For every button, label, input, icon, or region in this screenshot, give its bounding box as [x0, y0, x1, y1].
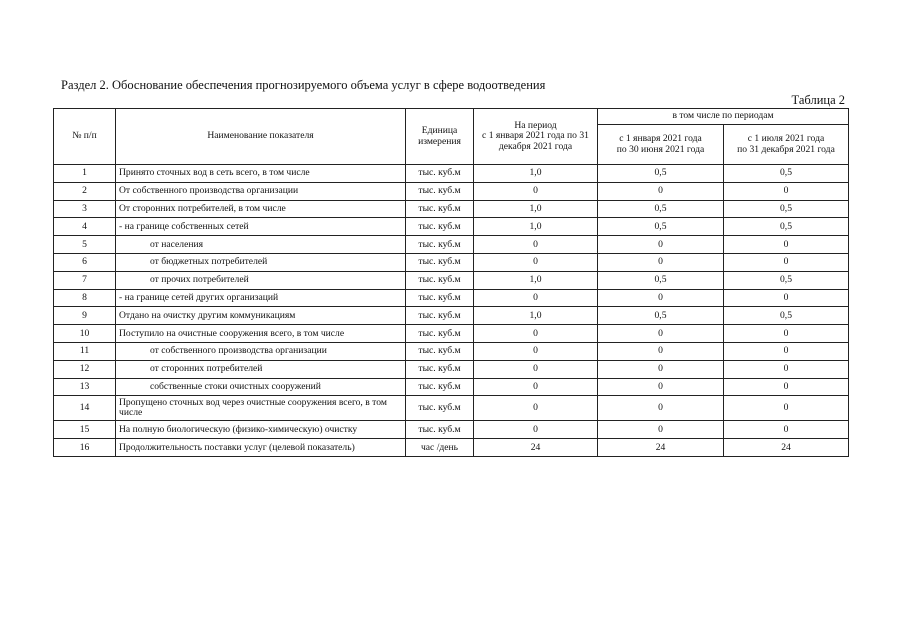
first-half-value-cell: 0 — [598, 325, 724, 343]
second-half-value-cell: 0 — [724, 421, 849, 439]
table-row — [54, 396, 849, 421]
unit-cell: тыс. куб.м — [406, 307, 474, 325]
total-value-cell: 0 — [474, 236, 598, 254]
section-title: Раздел 2. Обоснование обеспечения прогнозируемого объема услуг в сфере водоотведения — [61, 78, 546, 92]
header-unit: Единица измерения — [406, 109, 474, 165]
header-name: Наименование показателя — [116, 109, 406, 165]
table-header — [54, 109, 849, 165]
total-value-cell: 1,0 — [474, 200, 598, 218]
first-half-value-cell: 0,5 — [598, 200, 724, 218]
first-half-value-cell: 0 — [598, 342, 724, 360]
first-half-value-cell: 24 — [598, 439, 724, 457]
unit-cell: тыс. куб.м — [406, 378, 474, 396]
second-half-value-cell: 0,5 — [724, 307, 849, 325]
row-number-cell: 2 — [54, 182, 116, 200]
unit-cell: тыс. куб.м — [406, 165, 474, 183]
indicator-name-cell: собственные стоки очистных сооружений — [116, 378, 406, 396]
table-row — [54, 342, 849, 360]
row-number-cell: 5 — [54, 236, 116, 254]
second-half-value-cell: 0 — [724, 396, 849, 421]
unit-cell: тыс. куб.м — [406, 421, 474, 439]
first-half-value-cell: 0,5 — [598, 271, 724, 289]
row-number-cell: 4 — [54, 218, 116, 236]
first-half-value-cell: 0 — [598, 378, 724, 396]
table-row — [54, 378, 849, 396]
total-value-cell: 24 — [474, 439, 598, 457]
row-number-cell: 10 — [54, 325, 116, 343]
unit-cell: час /день — [406, 439, 474, 457]
table-row — [54, 271, 849, 289]
total-value-cell: 0 — [474, 182, 598, 200]
table-row — [54, 307, 849, 325]
total-value-cell: 0 — [474, 378, 598, 396]
header-second-half: с 1 июля 2021 года по 31 декабря 2021 года — [724, 125, 849, 165]
first-half-value-cell: 0 — [598, 396, 724, 421]
unit-cell: тыс. куб.м — [406, 236, 474, 254]
total-value-cell: 0 — [474, 289, 598, 307]
table-row — [54, 218, 849, 236]
table-row — [54, 289, 849, 307]
unit-cell: тыс. куб.м — [406, 325, 474, 343]
table-row — [54, 253, 849, 271]
first-half-value-cell: 0 — [598, 253, 724, 271]
table-row — [54, 182, 849, 200]
second-half-value-cell: 0 — [724, 325, 849, 343]
total-value-cell: 1,0 — [474, 271, 598, 289]
second-half-value-cell: 0,5 — [724, 218, 849, 236]
total-value-cell: 0 — [474, 342, 598, 360]
unit-cell: тыс. куб.м — [406, 200, 474, 218]
row-number-cell: 6 — [54, 253, 116, 271]
indicator-name-cell: от бюджетных потребителей — [116, 253, 406, 271]
first-half-value-cell: 0,5 — [598, 218, 724, 236]
indicator-name-cell: От сторонних потребителей, в том числе — [116, 200, 406, 218]
indicator-name-cell: от прочих потребителей — [116, 271, 406, 289]
indicator-name-cell: Принято сточных вод в сеть всего, в том числе — [116, 165, 406, 183]
first-half-value-cell: 0 — [598, 236, 724, 254]
row-number-cell: 1 — [54, 165, 116, 183]
total-value-cell: 0 — [474, 325, 598, 343]
first-half-value-cell: 0 — [598, 421, 724, 439]
indicator-name-cell: от собственного производства организации — [116, 342, 406, 360]
unit-cell: тыс. куб.м — [406, 253, 474, 271]
second-half-value-cell: 0,5 — [724, 165, 849, 183]
table-row — [54, 200, 849, 218]
indicator-name-cell: Пропущено сточных вод через очистные сооружения всего, в том числе — [116, 396, 406, 421]
unit-cell: тыс. куб.м — [406, 218, 474, 236]
row-number-cell: 3 — [54, 200, 116, 218]
indicator-name-cell: - на границе сетей других организаций — [116, 289, 406, 307]
total-value-cell: 1,0 — [474, 165, 598, 183]
unit-cell: тыс. куб.м — [406, 360, 474, 378]
first-half-value-cell: 0 — [598, 182, 724, 200]
total-value-cell: 0 — [474, 396, 598, 421]
first-half-value-cell: 0 — [598, 289, 724, 307]
table-row — [54, 439, 849, 457]
row-number-cell: 14 — [54, 396, 116, 421]
second-half-value-cell: 0,5 — [724, 271, 849, 289]
indicator-name-cell: От собственного производства организации — [116, 182, 406, 200]
indicator-name-cell: Отдано на очистку другим коммуникациям — [116, 307, 406, 325]
total-value-cell: 1,0 — [474, 307, 598, 325]
table-row — [54, 325, 849, 343]
unit-cell: тыс. куб.м — [406, 342, 474, 360]
header-period: На период с 1 января 2021 года по 31 декабря 2021 года — [474, 109, 598, 165]
row-number-cell: 7 — [54, 271, 116, 289]
table-row — [54, 421, 849, 439]
row-number-cell: 9 — [54, 307, 116, 325]
second-half-value-cell: 0,5 — [724, 200, 849, 218]
indicator-name-cell: Продолжительность поставки услуг (целевой показатель) — [116, 439, 406, 457]
second-half-value-cell: 0 — [724, 289, 849, 307]
row-number-cell: 8 — [54, 289, 116, 307]
row-number-cell: 13 — [54, 378, 116, 396]
first-half-value-cell: 0,5 — [598, 307, 724, 325]
row-number-cell: 11 — [54, 342, 116, 360]
unit-cell: тыс. куб.м — [406, 271, 474, 289]
unit-cell: тыс. куб.м — [406, 289, 474, 307]
indicator-name-cell: Поступило на очистные сооружения всего, в том числе — [116, 325, 406, 343]
second-half-value-cell: 0 — [724, 253, 849, 271]
second-half-value-cell: 24 — [724, 439, 849, 457]
indicator-name-cell: от населения — [116, 236, 406, 254]
total-value-cell: 0 — [474, 253, 598, 271]
first-half-value-cell: 0 — [598, 360, 724, 378]
unit-cell: тыс. куб.м — [406, 182, 474, 200]
total-value-cell: 0 — [474, 360, 598, 378]
row-number-cell: 16 — [54, 439, 116, 457]
header-first-half: с 1 января 2021 года по 30 июня 2021 года — [598, 125, 724, 165]
indicator-name-cell: На полную биологическую (физико-химическую) очистку — [116, 421, 406, 439]
header-num: № п/п — [54, 109, 116, 165]
table-row — [54, 236, 849, 254]
header-subperiods: в том числе по периодам — [598, 109, 849, 125]
second-half-value-cell: 0 — [724, 342, 849, 360]
table-row — [54, 360, 849, 378]
second-half-value-cell: 0 — [724, 236, 849, 254]
indicator-name-cell: от сторонних потребителей — [116, 360, 406, 378]
first-half-value-cell: 0,5 — [598, 165, 724, 183]
unit-cell: тыс. куб.м — [406, 396, 474, 421]
table-caption: Таблица 2 — [791, 93, 845, 107]
table-row — [54, 165, 849, 183]
row-number-cell: 15 — [54, 421, 116, 439]
indicator-name-cell: - на границе собственных сетей — [116, 218, 406, 236]
second-half-value-cell: 0 — [724, 378, 849, 396]
row-number-cell: 12 — [54, 360, 116, 378]
total-value-cell: 1,0 — [474, 218, 598, 236]
second-half-value-cell: 0 — [724, 360, 849, 378]
indicators-table — [53, 108, 849, 457]
total-value-cell: 0 — [474, 421, 598, 439]
table-body — [54, 165, 849, 457]
second-half-value-cell: 0 — [724, 182, 849, 200]
